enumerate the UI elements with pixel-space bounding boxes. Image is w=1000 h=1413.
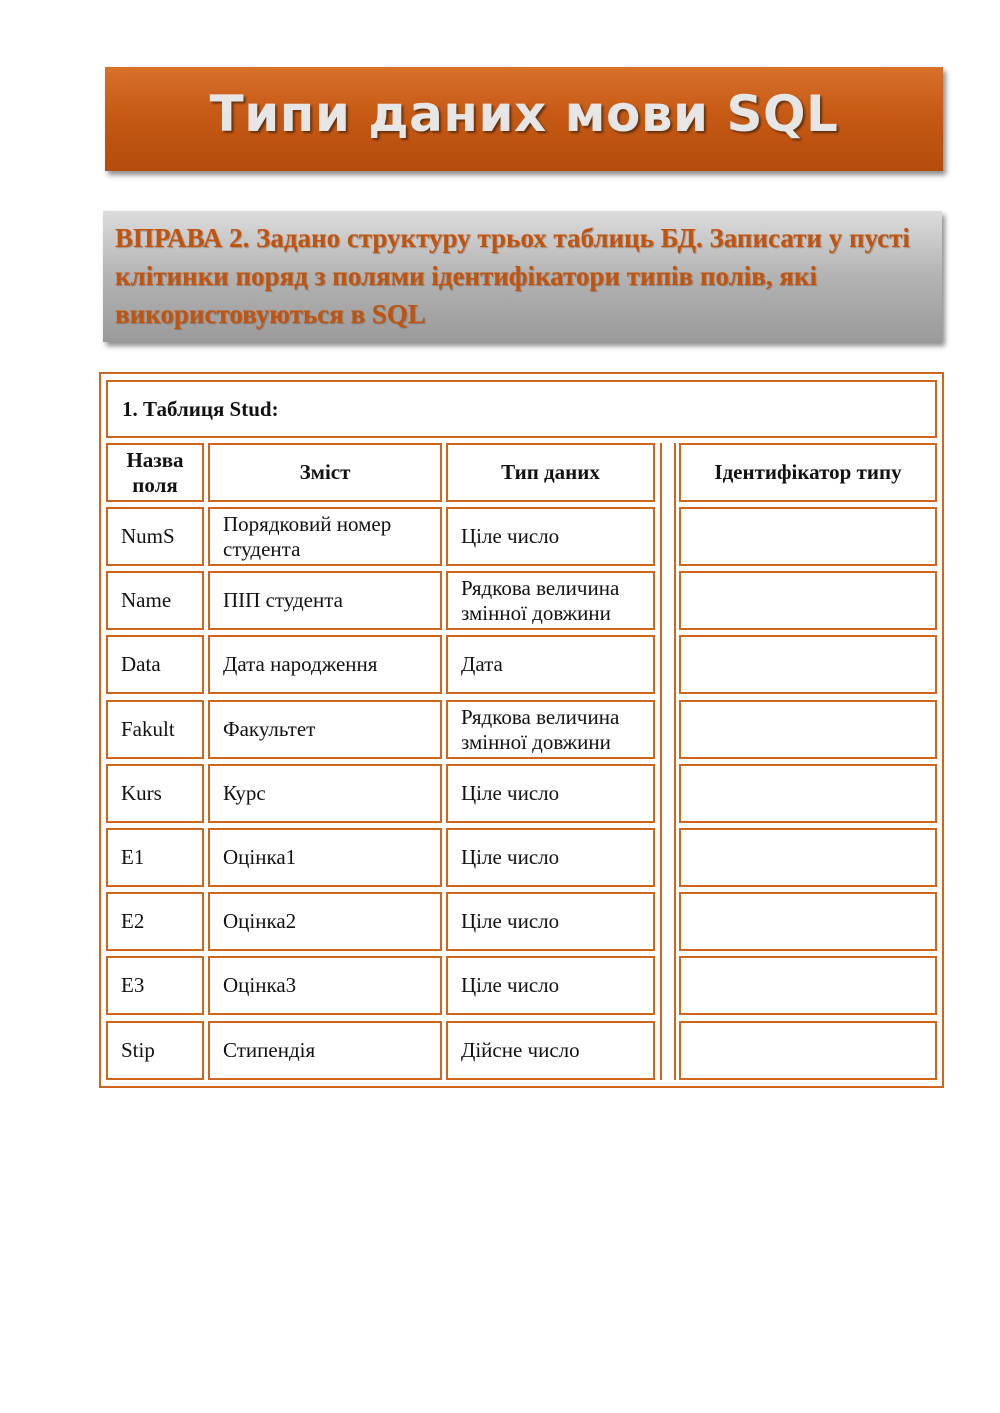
cell-content: Дата народження — [208, 635, 442, 694]
cell-field-name: Name — [106, 571, 204, 630]
cell-data-type: Рядкова величина змінної довжини — [446, 700, 655, 759]
header-content: Зміст — [208, 443, 442, 502]
cell-type-id-input[interactable] — [679, 828, 937, 887]
title-banner — [105, 67, 943, 171]
cell-type-id-input[interactable] — [679, 635, 937, 694]
header-type-id: Ідентифікатор типу — [679, 443, 937, 502]
cell-type-id-input[interactable] — [679, 956, 937, 1015]
table-caption: 1. Таблиця Stud: — [106, 380, 937, 438]
cell-field-name: E2 — [106, 892, 204, 951]
cell-field-name: Fakult — [106, 700, 204, 759]
cell-field-name: Kurs — [106, 764, 204, 823]
cell-field-name: E3 — [106, 956, 204, 1015]
cell-content: Стипендія — [208, 1021, 442, 1080]
cell-data-type: Рядкова величина змінної довжини — [446, 571, 655, 630]
cell-field-name: Stip — [106, 1021, 204, 1080]
cell-field-name: Data — [106, 635, 204, 694]
cell-data-type: Дійсне число — [446, 1021, 655, 1080]
cell-data-type: Ціле число — [446, 828, 655, 887]
exercise-text: ВПРАВА 2. Задано структуру трьох таблиць БД. Записати у пусті клітинки поряд з полями ідентифікатори типів полів, які використовуються в SQL — [115, 223, 910, 329]
cell-type-id-input[interactable] — [679, 571, 937, 630]
cell-content: Оцінка1 — [208, 828, 442, 887]
cell-content: Оцінка2 — [208, 892, 442, 951]
cell-data-type: Дата — [446, 635, 655, 694]
cell-data-type: Ціле число — [446, 892, 655, 951]
header-field-name: Назва поля — [106, 443, 204, 502]
cell-data-type: Ціле число — [446, 507, 655, 566]
cell-data-type: Ціле число — [446, 764, 655, 823]
cell-content: Оцінка3 — [208, 956, 442, 1015]
page-title: Типи даних мови SQL — [209, 85, 839, 143]
cell-type-id-input[interactable] — [679, 507, 937, 566]
cell-field-name: E1 — [106, 828, 204, 887]
cell-type-id-input[interactable] — [679, 1021, 937, 1080]
cell-type-id-input[interactable] — [679, 892, 937, 951]
cell-type-id-input[interactable] — [679, 700, 937, 759]
exercise-box — [103, 211, 942, 342]
cell-field-name: NumS — [106, 507, 204, 566]
cell-content: Порядковий номер студента — [208, 507, 442, 566]
cell-content: Курс — [208, 764, 442, 823]
cell-content: ПІП студента — [208, 571, 442, 630]
cell-type-id-input[interactable] — [679, 764, 937, 823]
cell-content: Факультет — [208, 700, 442, 759]
cell-data-type: Ціле число — [446, 956, 655, 1015]
header-data-type: Тип даних — [446, 443, 655, 502]
column-separator — [660, 443, 676, 1080]
